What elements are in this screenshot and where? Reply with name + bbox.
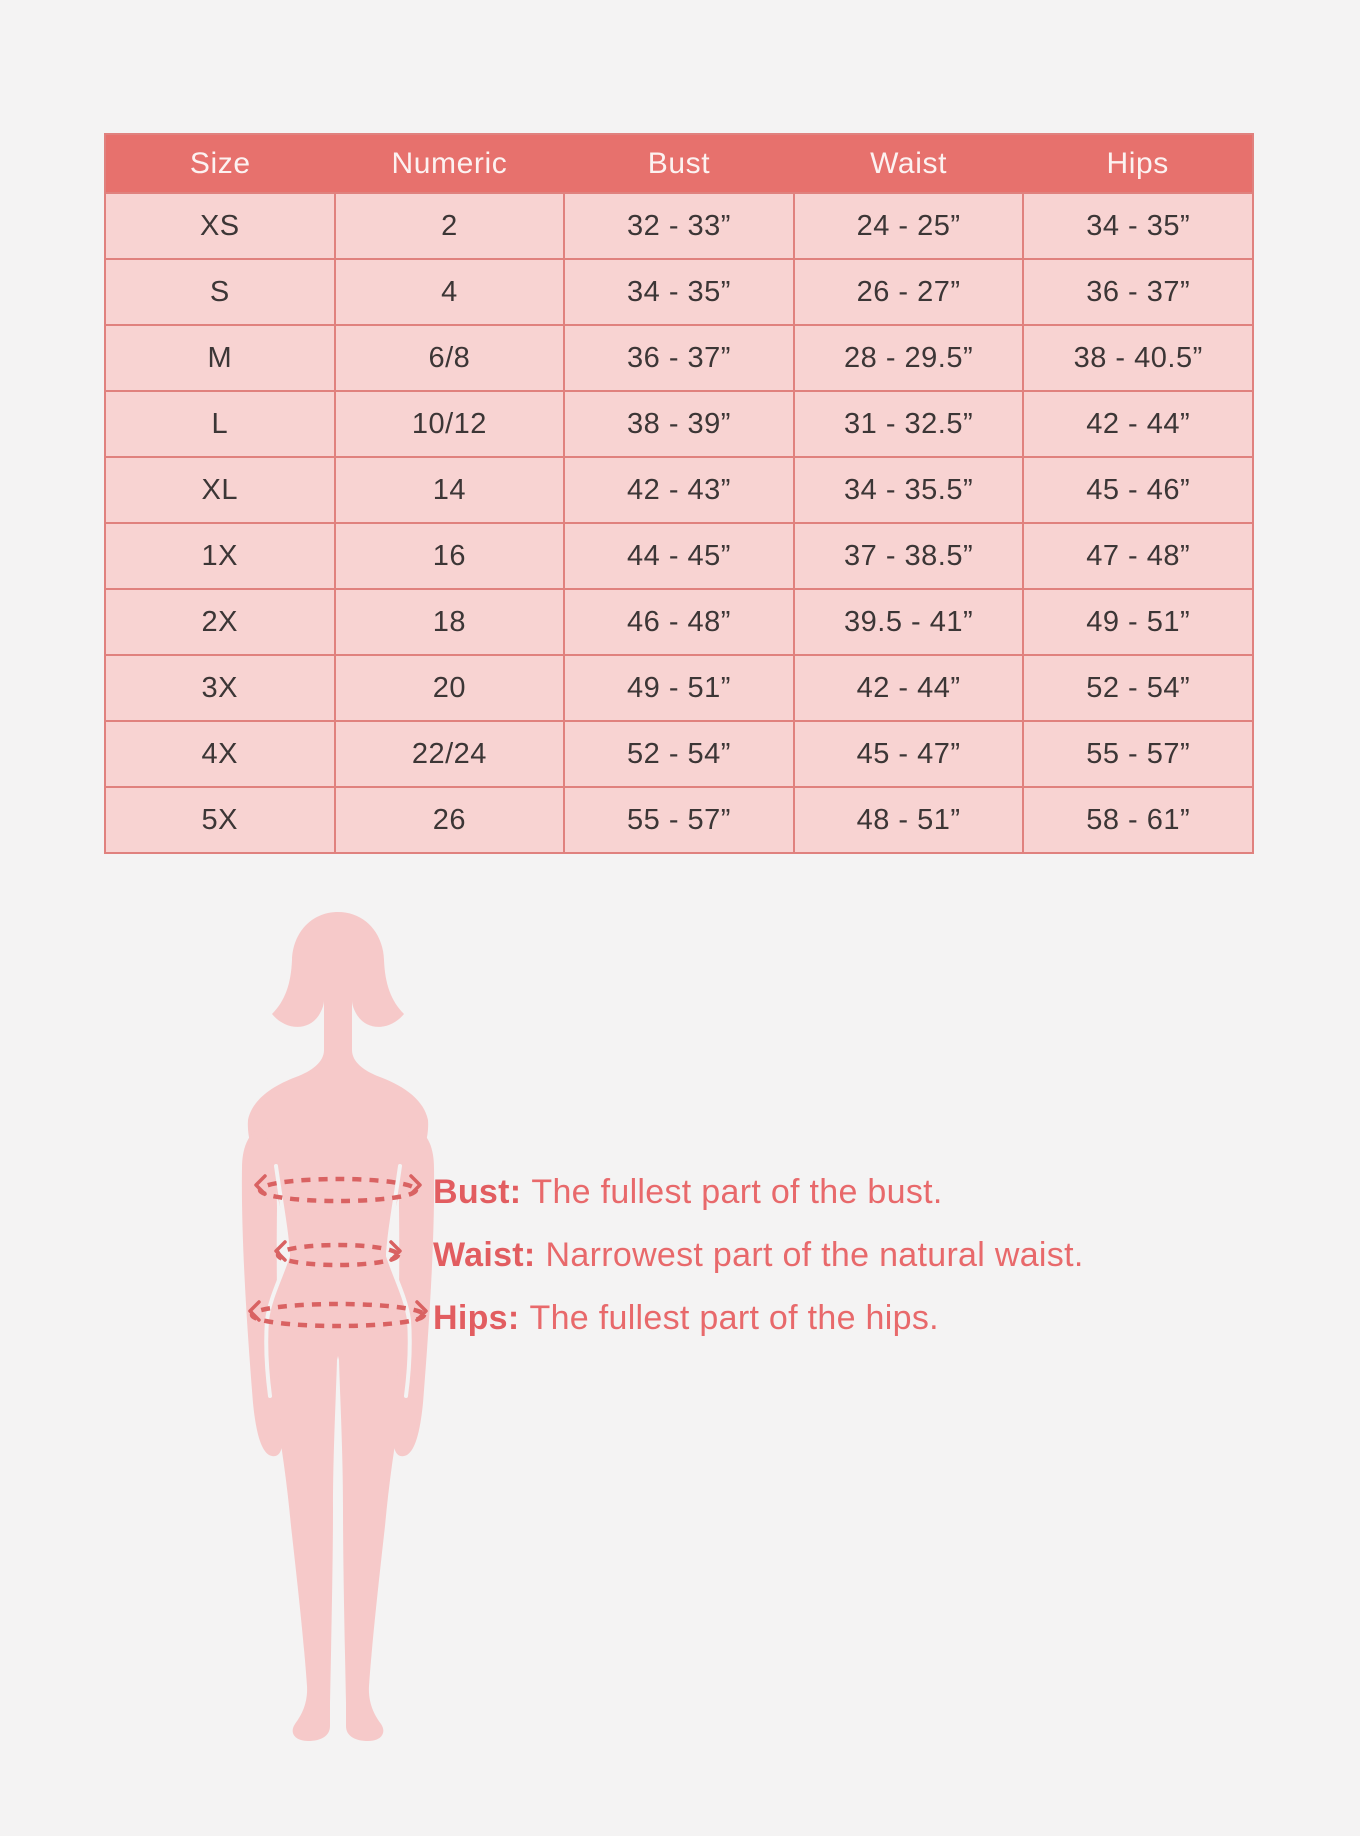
table-header [105,134,1253,193]
hips-definition [433,1298,1084,1338]
table-cell: 36 - 37” [564,325,794,391]
table-cell: 20 [335,655,565,721]
table-row [105,325,1253,391]
table-cell: 55 - 57” [1023,721,1253,787]
table-cell: 48 - 51” [794,787,1024,853]
female-silhouette-svg [218,908,458,1748]
table-cell: 18 [335,589,565,655]
table-body [105,193,1253,853]
table-cell: M [105,325,335,391]
bust-label: Bust: [433,1173,522,1211]
bust-text: The fullest part of the bust. [531,1173,943,1211]
measurement-guide [433,1172,1084,1361]
table-cell: 4X [105,721,335,787]
table-cell: 38 - 40.5” [1023,325,1253,391]
table-cell: 32 - 33” [564,193,794,259]
table-cell: 49 - 51” [1023,589,1253,655]
header-cell: Waist [794,134,1024,193]
table-row [105,259,1253,325]
table-cell: 36 - 37” [1023,259,1253,325]
table-cell: 1X [105,523,335,589]
waist-definition [433,1235,1084,1275]
table-cell: L [105,391,335,457]
table-cell: 42 - 44” [1023,391,1253,457]
header-cell: Numeric [335,134,565,193]
waist-label: Waist: [433,1236,536,1274]
table-cell: 24 - 25” [794,193,1024,259]
table-cell: 4 [335,259,565,325]
table-cell: 34 - 35” [1023,193,1253,259]
table-row [105,655,1253,721]
table-cell: 42 - 43” [564,457,794,523]
header-row [105,134,1253,193]
table-cell: 16 [335,523,565,589]
table-row [105,391,1253,457]
size-chart-table [104,133,1254,854]
table-cell: 28 - 29.5” [794,325,1024,391]
table-cell: 52 - 54” [564,721,794,787]
table-cell: XL [105,457,335,523]
table-cell: 10/12 [335,391,565,457]
table-cell: 31 - 32.5” [794,391,1024,457]
table-cell: 45 - 47” [794,721,1024,787]
table-cell: 6/8 [335,325,565,391]
table-cell: 26 - 27” [794,259,1024,325]
table-row [105,589,1253,655]
table-cell: 14 [335,457,565,523]
table-cell: 49 - 51” [564,655,794,721]
table-cell: 47 - 48” [1023,523,1253,589]
table-cell: 22/24 [335,721,565,787]
table-cell: 44 - 45” [564,523,794,589]
table-cell: 45 - 46” [1023,457,1253,523]
table-cell: 5X [105,787,335,853]
table-cell: 52 - 54” [1023,655,1253,721]
table-cell: 2 [335,193,565,259]
table-cell: 38 - 39” [564,391,794,457]
table-cell: 26 [335,787,565,853]
table-cell: 2X [105,589,335,655]
waist-text: Narrowest part of the natural waist. [545,1236,1084,1274]
header-cell: Size [105,134,335,193]
hips-text: The fullest part of the hips. [529,1299,939,1337]
table-row [105,787,1253,853]
table-row [105,721,1253,787]
table-cell: 39.5 - 41” [794,589,1024,655]
table-cell: XS [105,193,335,259]
table-cell: 34 - 35.5” [794,457,1024,523]
header-cell: Hips [1023,134,1253,193]
bust-definition [433,1172,1084,1212]
table-row [105,523,1253,589]
table-cell: 34 - 35” [564,259,794,325]
hips-label: Hips: [433,1299,520,1337]
table-row [105,457,1253,523]
table-cell: 42 - 44” [794,655,1024,721]
table-cell: 55 - 57” [564,787,794,853]
table-cell: 37 - 38.5” [794,523,1024,589]
header-cell: Bust [564,134,794,193]
table-cell: S [105,259,335,325]
table-row [105,193,1253,259]
table-cell: 3X [105,655,335,721]
female-figure-illustration [218,908,458,1748]
table-cell: 46 - 48” [564,589,794,655]
table-cell: 58 - 61” [1023,787,1253,853]
